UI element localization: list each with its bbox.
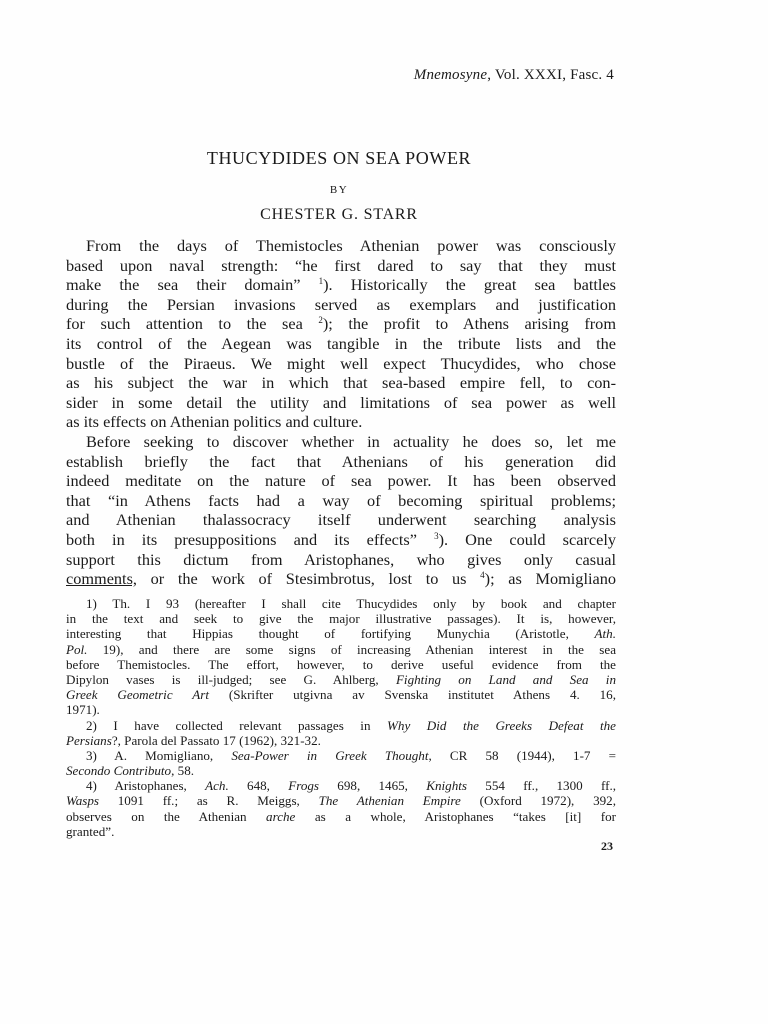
footnote-line: Persians?, Parola del Passato 17 (1962), 321-32. — [66, 732, 321, 748]
footnote-line: granted”. — [66, 823, 115, 839]
body-line: comments, or the work of Stesimbrotus, lost to us $^4$); as Momigliano — [66, 569, 616, 589]
footnote-line: observes on the Athenian arche as a whole, Aristophanes “takes [it] for — [66, 808, 616, 824]
body-line: based upon naval strength: “he first dared to say that they must — [66, 255, 616, 275]
body-line: From the days of Themistocles Athenian power was consciously — [86, 236, 616, 255]
body-line: during the Persian invasions served as exemplars and justification — [66, 294, 616, 314]
footnote-line: 1971). — [66, 702, 100, 718]
footnote-line: 4) Aristophanes, Ach. 648, Frogs 698, 1465, Knights 554 ff., 1300 ff., — [86, 778, 616, 794]
journal-name: Mnemosyne — [413, 67, 488, 83]
footnote-line: Dipylon vases is ill-judged; see G. Ahlberg, Fighting on Land and Sea in — [66, 671, 616, 687]
footnote-line: Secondo Contributo, 58. — [66, 763, 195, 779]
body-line: as its effects on Athenian politics and culture. — [66, 412, 363, 432]
body-line: both in its presuppositions and its effects” $^3$). One could scarcely — [66, 529, 616, 549]
body-line: indeed meditate on the nature of sea power. It has been observed — [66, 471, 616, 491]
body-line: its control of the Aegean was tangible in the tribute lists and the — [66, 333, 616, 353]
footnote-line: Wasps 1091 ff.; as R. Meiggs, The Athenian Empire (Oxford 1972), 392, — [66, 793, 616, 809]
running-head — [414, 67, 614, 84]
footnote-ref: 1 — [318, 276, 324, 287]
footnote-ref: 2 — [318, 315, 323, 326]
volume-info: , Vol. XXXI, Fasc. 4 — [487, 67, 614, 83]
footnote-ref: 3 — [434, 530, 439, 541]
body-line: as his subject the war in which that sea-based empire fell, to con- — [66, 373, 616, 393]
footnote-line: 1) Th. I 93 (hereafter I shall cite Thucydides only by book and chapter — [86, 596, 616, 611]
page-number: 23 — [601, 839, 613, 853]
footnote-line: 2) I have collected relevant passages in Why Did the Greeks Defeat the — [86, 717, 616, 733]
footnote-line: in the text and seek to give the major illustrative passages). It is, however, — [66, 611, 616, 627]
footnote-line: interesting that Hippias thought of fortifying Munychia (Aristotle, Ath. — [66, 626, 616, 642]
body-line: make the sea their domain” $^1$). Historically the great sea battles — [66, 275, 616, 295]
byline-label: BY — [329, 184, 349, 196]
body-line: establish briefly the fact that Athenians of his generation did — [66, 451, 616, 471]
body-line: for such attention to the sea $^2$); the profit to Athens arising from — [66, 314, 616, 334]
body-line: that “in Athens facts had a way of becoming spiritual problems; — [66, 490, 616, 510]
body-line: sider in some detail the utility and limitations of sea power as well — [66, 392, 616, 412]
footnote-line: Greek Geometric Art (Skrifter utgivna av Svenska institutet Athens 4. 16, — [66, 687, 616, 703]
body-line: and Athenian thalassocracy itself underwent searching analysis — [66, 510, 616, 530]
footnote-line: Pol. 19), and there are some signs of increasing Athenian interest in the sea — [66, 641, 616, 657]
footnote-line: before Themistocles. The effort, however, to derive useful evidence from the — [66, 656, 616, 672]
body-line: bustle of the Piraeus. We might well expect Thucydides, who chose — [66, 353, 616, 373]
footnotes — [66, 596, 616, 839]
footnote-ref: 4 — [480, 570, 485, 581]
body-line: support this dictum from Aristophanes, who gives only casual — [66, 549, 616, 569]
author-name: CHESTER G. STARR — [260, 206, 418, 223]
footnote-line: 3) A. Momigliano, Sea-Power in Greek Thought, CR 58 (1944), 1-7 = — [86, 747, 616, 763]
body-line: Before seeking to discover whether in actuality he does so, let me — [86, 431, 616, 451]
body-text — [66, 236, 616, 589]
article-title: THUCYDIDES ON SEA POWER — [206, 148, 472, 168]
